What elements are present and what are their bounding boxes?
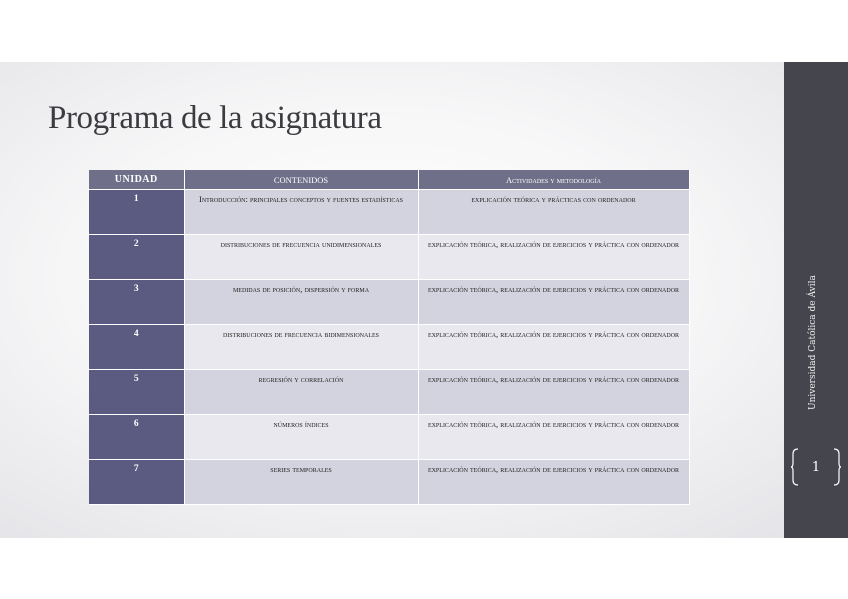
unit-contents: distribuciones de frecuencia unidimensionales — [184, 235, 418, 280]
table-row — [89, 280, 689, 325]
unit-activities: explicación teórica, realización de ejercicios y práctica con ordenador — [418, 370, 689, 415]
page-number: 1 — [811, 459, 821, 475]
table-row — [89, 325, 689, 370]
unit-contents: regresión y correlación — [184, 370, 418, 415]
unit-number: 4 — [89, 325, 184, 370]
unit-number: 6 — [89, 415, 184, 460]
table-header-row — [89, 170, 689, 190]
unit-number: 2 — [89, 235, 184, 280]
unit-number: 3 — [89, 280, 184, 325]
unit-contents: Introducción: principales conceptos y fuentes estadísticas — [184, 190, 418, 235]
program-table — [89, 170, 690, 505]
table-row — [89, 460, 689, 505]
unit-activities: explicación teórica, realización de ejercicios y práctica con ordenador — [418, 280, 689, 325]
unit-contents: distribuciones de frecuencia bidimensionales — [184, 325, 418, 370]
unit-number: 5 — [89, 370, 184, 415]
page-number-box — [788, 448, 844, 486]
table-row — [89, 235, 689, 280]
table-row — [89, 370, 689, 415]
unit-activities: explicación teórica, realización de ejercicios y práctica con ordenador — [418, 415, 689, 460]
table-row — [89, 190, 689, 235]
unit-activities: explicación teórica, realización de ejercicios y práctica con ordenador — [418, 325, 689, 370]
university-name: Universidad Católica de Ávila — [808, 275, 818, 410]
header-contenidos: CONTENIDOS — [184, 170, 418, 190]
unit-contents: números índices — [184, 415, 418, 460]
header-actividades: Actividades y metodología — [418, 170, 689, 190]
unit-activities: explicación teórica, realización de ejercicios y práctica con ordenador — [418, 235, 689, 280]
slide-title: Programa de la asignatura — [48, 100, 382, 136]
unit-number: 1 — [89, 190, 184, 235]
right-bracket-icon — [833, 448, 842, 486]
unit-number: 7 — [89, 460, 184, 505]
unit-activities: explicación teórica y prácticas con ordenador — [418, 190, 689, 235]
table-row — [89, 415, 689, 460]
slide — [0, 62, 848, 538]
left-bracket-icon — [790, 448, 799, 486]
unit-contents: medidas de posición, dispersión y forma — [184, 280, 418, 325]
unit-activities: explicación teórica, realización de ejercicios y práctica con ordenador — [418, 460, 689, 505]
unit-contents: series temporales — [184, 460, 418, 505]
sidebar — [784, 62, 848, 538]
header-unidad: UNIDAD — [89, 170, 184, 190]
